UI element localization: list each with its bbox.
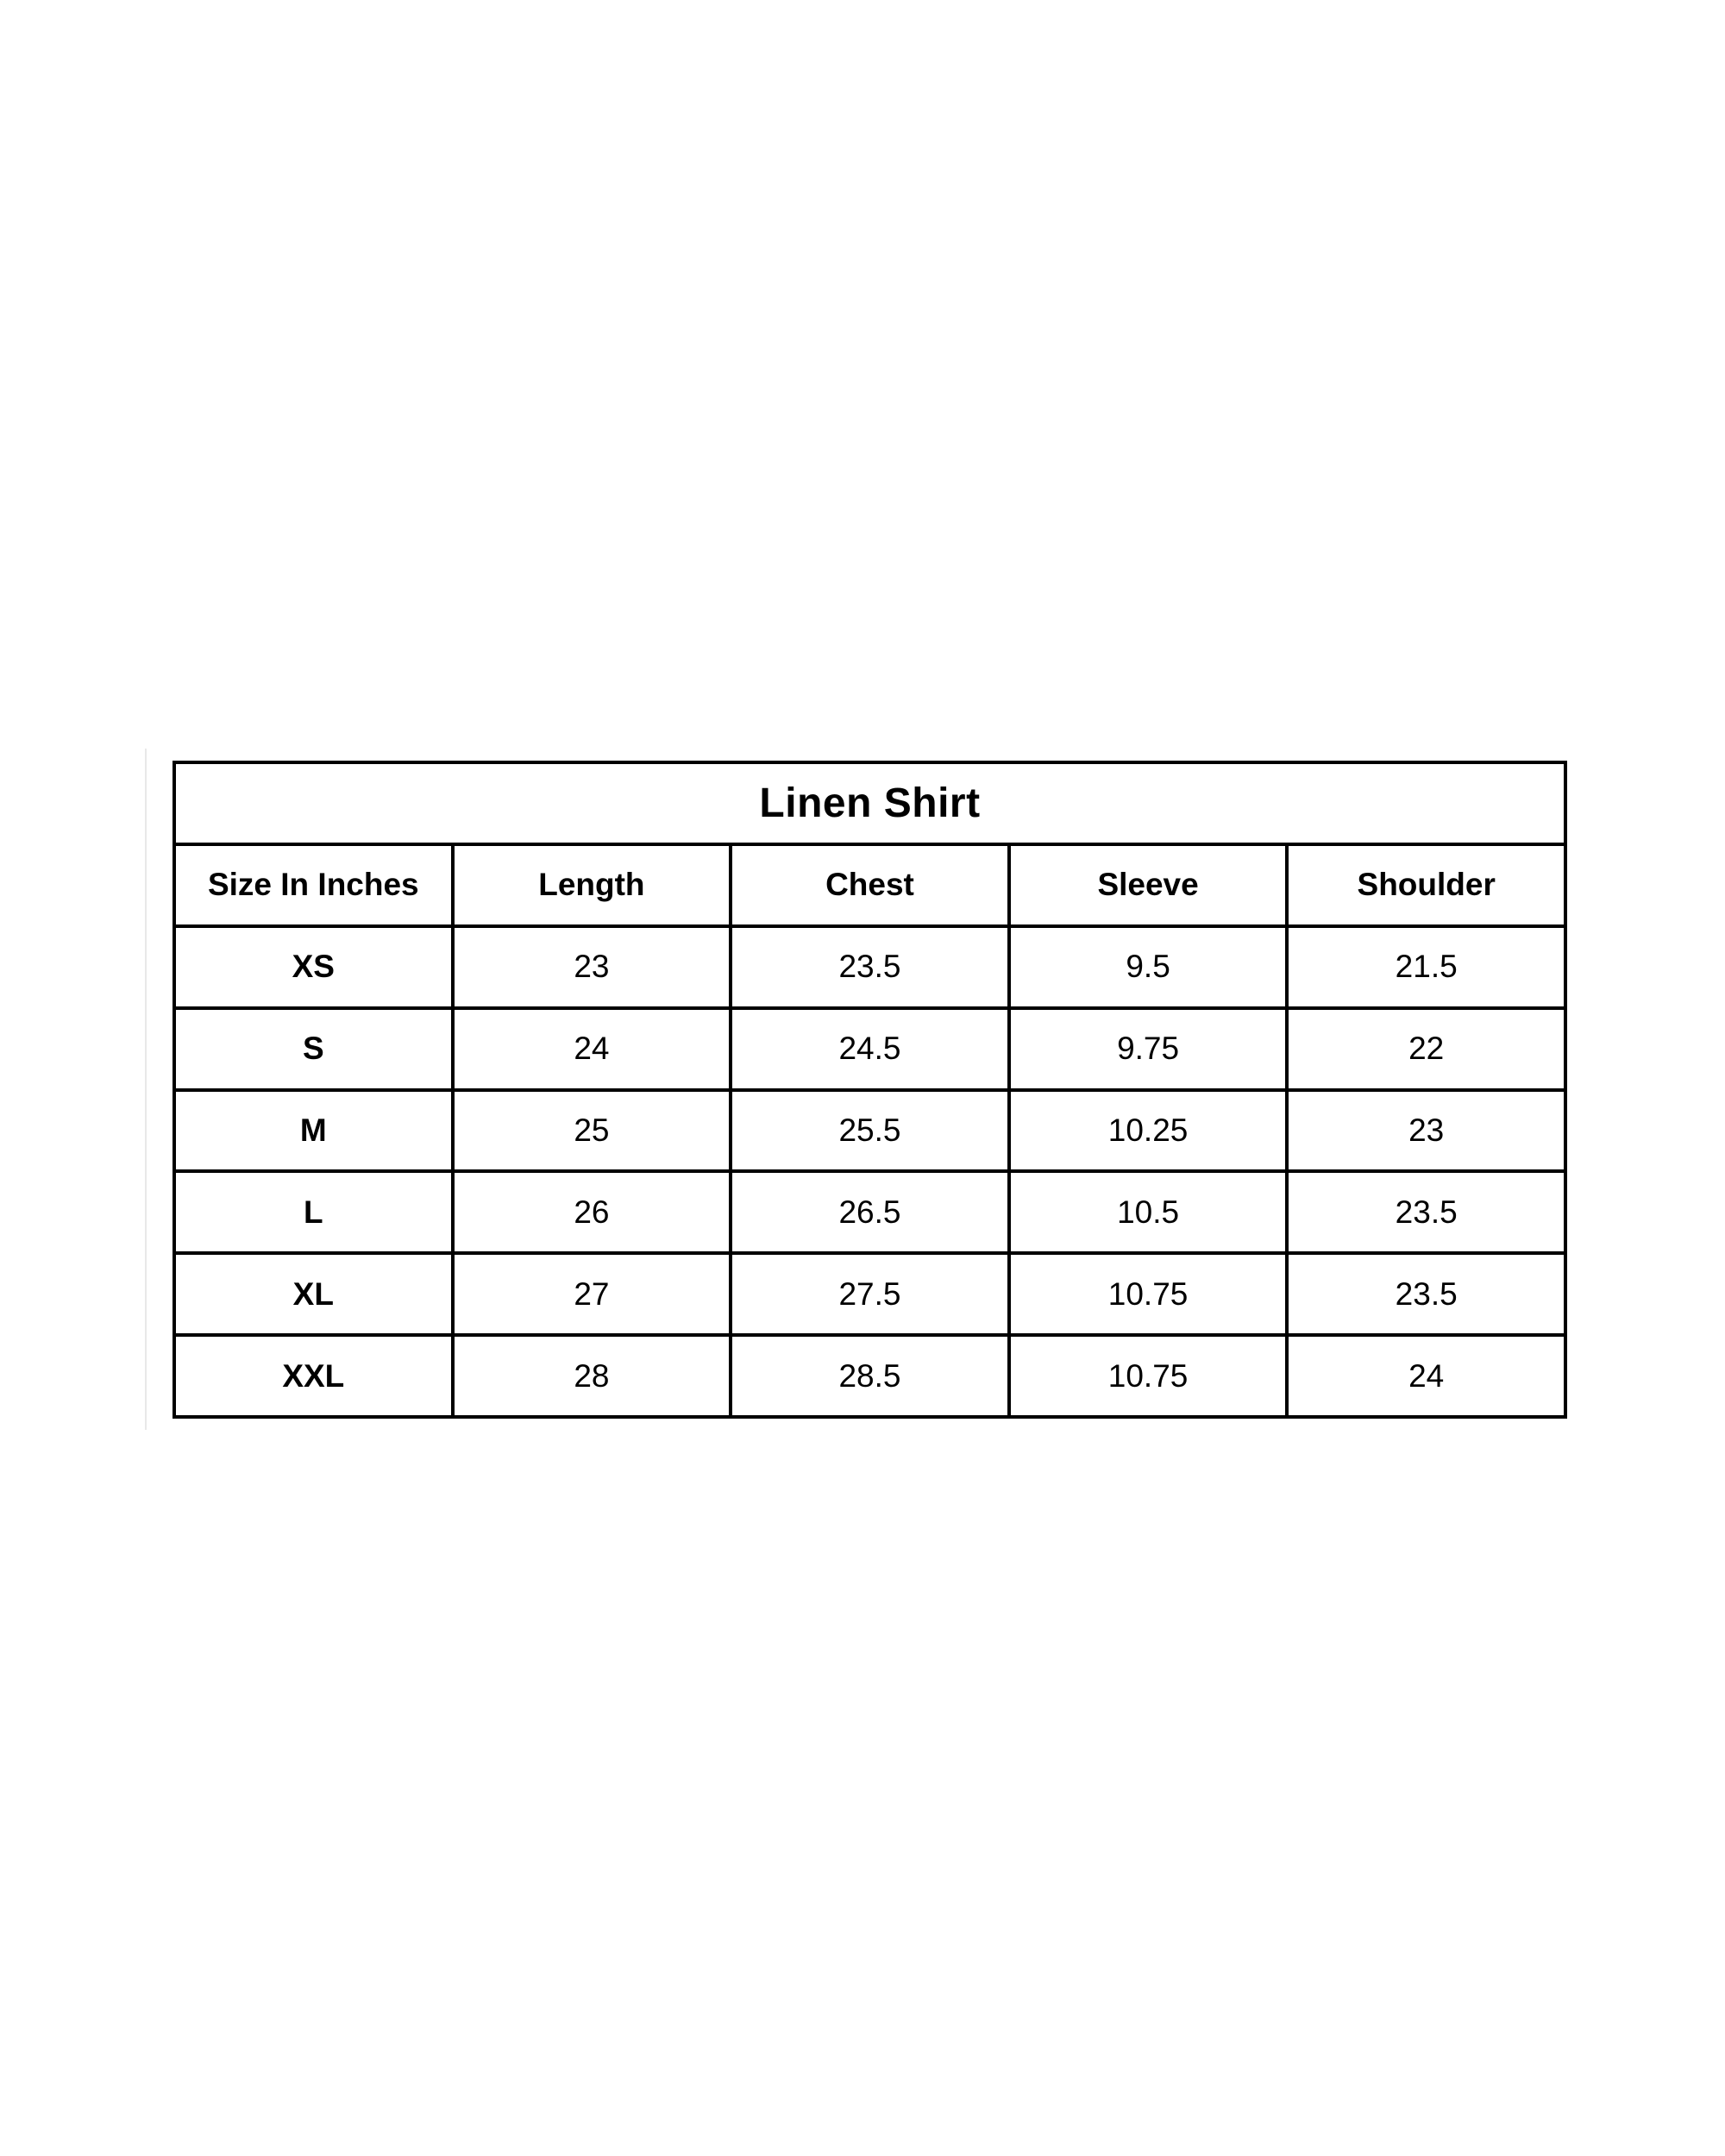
shoulder-cell: 23 <box>1287 1090 1565 1172</box>
length-cell: 27 <box>453 1253 731 1335</box>
table-row <box>174 926 1565 1008</box>
table-row <box>174 1335 1565 1417</box>
table-row <box>174 1171 1565 1253</box>
sleeve-cell: 9.75 <box>1009 1008 1288 1090</box>
size-cell: M <box>174 1090 453 1172</box>
length-cell: 28 <box>453 1335 731 1417</box>
size-cell: XL <box>174 1253 453 1335</box>
chest-cell: 25.5 <box>731 1090 1009 1172</box>
size-chart-table <box>172 761 1567 1419</box>
length-cell: 23 <box>453 926 731 1008</box>
chest-cell: 24.5 <box>731 1008 1009 1090</box>
length-cell: 25 <box>453 1090 731 1172</box>
column-header-chest: Chest <box>731 844 1009 926</box>
column-header-sleeve: Sleeve <box>1009 844 1288 926</box>
shoulder-cell: 22 <box>1287 1008 1565 1090</box>
page-edge-line <box>145 749 147 1430</box>
chest-cell: 27.5 <box>731 1253 1009 1335</box>
size-cell: XS <box>174 926 453 1008</box>
chest-cell: 28.5 <box>731 1335 1009 1417</box>
sleeve-cell: 9.5 <box>1009 926 1288 1008</box>
size-cell: XXL <box>174 1335 453 1417</box>
table-title: Linen Shirt <box>174 762 1565 844</box>
table-row <box>174 1090 1565 1172</box>
length-cell: 26 <box>453 1171 731 1253</box>
size-cell: S <box>174 1008 453 1090</box>
header-row <box>174 844 1565 926</box>
shoulder-cell: 24 <box>1287 1335 1565 1417</box>
shoulder-cell: 23.5 <box>1287 1171 1565 1253</box>
table-row <box>174 1253 1565 1335</box>
shoulder-cell: 23.5 <box>1287 1253 1565 1335</box>
title-row <box>174 762 1565 844</box>
table-row <box>174 1008 1565 1090</box>
chest-cell: 23.5 <box>731 926 1009 1008</box>
sleeve-cell: 10.25 <box>1009 1090 1288 1172</box>
size-cell: L <box>174 1171 453 1253</box>
sleeve-cell: 10.5 <box>1009 1171 1288 1253</box>
chest-cell: 26.5 <box>731 1171 1009 1253</box>
length-cell: 24 <box>453 1008 731 1090</box>
column-header-size: Size In Inches <box>174 844 453 926</box>
sleeve-cell: 10.75 <box>1009 1335 1288 1417</box>
column-header-length: Length <box>453 844 731 926</box>
column-header-shoulder: Shoulder <box>1287 844 1565 926</box>
sleeve-cell: 10.75 <box>1009 1253 1288 1335</box>
shoulder-cell: 21.5 <box>1287 926 1565 1008</box>
